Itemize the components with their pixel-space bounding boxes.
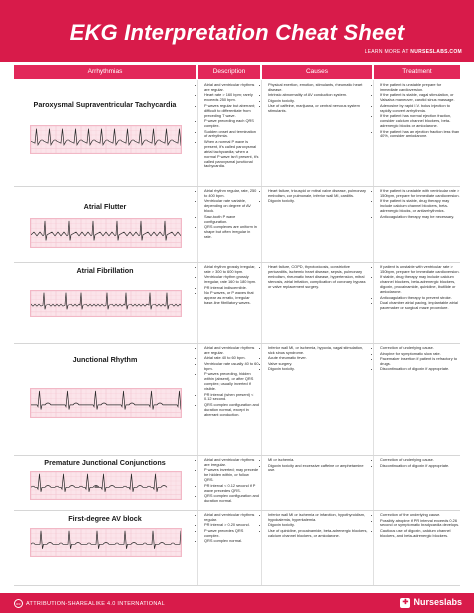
header-banner (0, 0, 474, 62)
bullet-list (375, 346, 460, 372)
bullet-item: • MI or ischemia. (268, 458, 369, 463)
bullet-list (375, 513, 460, 539)
causes-cell (263, 458, 369, 474)
description-cell (199, 513, 259, 545)
license-label: ATTRIBUTION-SHAREALIKE 4.0 INTERNATIONAL (26, 600, 165, 607)
bullet-item: • QRS complex configuration and duration normal. (204, 494, 259, 504)
bullet-item: • Digoxin toxicity. (268, 367, 369, 372)
bullet-item: • If the patient is unstable with ventricular rate > 150bpm, prepare for immediate cardioversion. (380, 189, 460, 199)
bullet-list (375, 83, 460, 139)
ekg-strip (30, 125, 182, 154)
bullet-item: • Possibly atropine if PR interval exceeds 0.26 second or symptomatic bradycardia develops. (380, 519, 460, 529)
bullet-item: • Atrial rhythm grossly irregular, rate > 300 to 600 bpm. (204, 265, 259, 275)
nurseslabs-logo-icon: ✚ (400, 598, 410, 608)
bullet-item: • P waves inverted; may precede be hidden within, or follow QRS. (204, 468, 259, 483)
bullet-item: • Adenosine by rapid I.V. bolus injection to rapidly convert arrhythmia. (380, 104, 460, 114)
bullet-item: • Anticoagulation therapy may be necessary. (380, 215, 460, 220)
bullet-list (199, 83, 259, 169)
description-cell (199, 83, 259, 170)
arrhythmia-name: First-degree AV block (68, 514, 142, 523)
column-header-description: Description (198, 65, 260, 79)
bullet-item: • PR interval > 0.20 second. (204, 523, 259, 528)
ekg-strip (30, 528, 182, 557)
bullet-item: • No P waves, or P waves that appear as erratic, irregular base-line fibrillatory waves. (204, 291, 259, 306)
bullet-item: • Heart failure, COPD, thyrotoxicosis, constrictive pericarditis, ischemic heart disease, sepsis, pulmonary embolism, rheumatic heart disease, hypertension, mitral stenosis, atrial irritation, complication of coronary bypass or valve replacement surgery. (268, 265, 369, 290)
bullet-item: • Cautious use of digoxin, calcium channel blockers, and beta-adrenergic blockers. (380, 529, 460, 539)
description-cell (199, 265, 259, 307)
bullet-list (375, 189, 460, 220)
bullet-list (375, 265, 460, 311)
causes-cell (263, 189, 369, 205)
arrhythmia-name: Atrial Flutter (83, 202, 127, 211)
table-row (14, 455, 460, 510)
bullet-item: • Atrial and ventricular rhythms are irregular. (204, 458, 259, 468)
brand-name: Nurseslabs (413, 597, 462, 607)
bullet-item: • Atropine for symptomatic slow rate. (380, 352, 460, 357)
bullet-item: • QRS complex configuration and duration normal, except in aberrant conduction. (204, 403, 259, 418)
bullet-item: • If the patient is stable, drug therapy may include calcium channel blockers, beta-adrenergic blocks, or antiarrhythmics. (380, 199, 460, 214)
bullet-item: • When a normal P wave is present, it's called paroxysmal atrial tachycardia; when a normal P wave isn't present, it's called paroxysmal junctional tachycardia. (204, 140, 259, 169)
bullet-item: • PR interval (when present) < 0.12 second. (204, 393, 259, 403)
bullet-list (199, 346, 259, 418)
bullet-item: • Use of caffeine, marijuana, or central nervous system stimulants. (268, 104, 369, 114)
bullet-item: • Sudden onset and termination of arrhythmia. (204, 130, 259, 140)
bullet-item: • Atrial and ventricular rhythms regular. (204, 513, 259, 523)
ekg-strip (30, 388, 182, 418)
page-title: EKG Interpretation Cheat Sheet (69, 20, 405, 45)
bullet-item: • Ventricular rhythm grossly irregular, rate 160 to 180 bpm. (204, 275, 259, 285)
bullet-item: • Inferior wall MI or ischemia or infarction, hypothyroidism, hypokalemia, hyperkalemia. (268, 513, 369, 523)
bullet-item: • Heart rate > 160 bpm; rarely exceeds 250 bpm. (204, 93, 259, 103)
arrhythmia-name: Junctional Rhythm (72, 355, 138, 364)
bullet-item: • QRS complex normal. (204, 539, 259, 544)
bullet-item: • Correction of the underlying cause. (380, 513, 460, 518)
footer-banner (0, 593, 474, 613)
bullet-list (263, 265, 369, 290)
treatment-cell (375, 513, 460, 539)
treatment-cell (375, 346, 460, 373)
bullet-item: • P waves preceding, hidden within (absent), or after QRS complex; usually inverted if visible. (204, 372, 259, 392)
bullet-item: • P wave preceding each QRS complex. (204, 119, 259, 129)
bullet-item: • Physical exertion, emotion, stimulants, rheumatic heart disease. (268, 83, 369, 93)
column-header-arrhythmias: Arrhythmias (14, 65, 196, 79)
bullet-item: • Heart failure, tricuspid or mitral valve disease, pulmonary embolism, cor pulmonale, inferior wall MI, carditis. (268, 189, 369, 199)
bullet-item: • Pacemaker insertion if patient is refractory to drugs. (380, 357, 460, 367)
bullet-item: • PR interval indiscernible. (204, 286, 259, 291)
table-row (14, 343, 460, 455)
bullet-item: • Discontinuation of digoxin if appropriate. (380, 464, 460, 469)
table-row (14, 510, 460, 585)
table-row (14, 80, 460, 186)
bullet-item: • Digoxin toxicity. (268, 99, 369, 104)
bullet-item: • QRS complexes are uniform in shape but often irregular in rate. (204, 225, 259, 240)
bullet-list (263, 513, 369, 539)
bullet-item: • If stable, drug therapy may include calcium channel blockers, beta-adrenergic blockers, digoxin, procainamide, quinidine, ibutilide or amiodarone. (380, 275, 460, 295)
arrhythmia-name: Paroxysmal Supraventricular Tachycardia (33, 100, 177, 109)
arrhythmia-name: Premature Junctional Conjunctions (44, 458, 166, 467)
causes-cell (263, 83, 369, 115)
bullet-item: • If the patient is unstable prepare for immediate cardioversion. (380, 83, 460, 93)
column-header-causes: Causes (262, 65, 372, 79)
learn-more-site: NURSESLABS.COM (410, 49, 462, 55)
causes-cell (263, 265, 369, 290)
bullet-list (263, 346, 369, 372)
description-cell (199, 346, 259, 418)
ekg-strip (30, 290, 182, 317)
bullet-item: • Atrial and ventricular rhythms are regular. (204, 346, 259, 356)
bullet-item: • P waves regular but aberrant; difficult to differentiate from preceding T wave. (204, 104, 259, 119)
bullet-list (199, 458, 259, 504)
bullet-list (375, 458, 460, 468)
license-text (14, 599, 165, 608)
bullet-item: • Digoxin toxicity. (268, 199, 369, 204)
causes-cell (263, 346, 369, 373)
bullet-list (263, 83, 369, 114)
bullet-item: • Atrial and ventricular rhythms are regular. (204, 83, 259, 93)
bullet-item: • Valve surgery. (268, 362, 369, 367)
bullet-item: • Ventricular rate variable, depending on degree of AV block. (204, 199, 259, 214)
brand-logo (400, 597, 462, 608)
bullet-item: • Atrial rate 40 to 60 bpm. (204, 356, 259, 361)
bullet-item: • Use of quinidine, procainamide, beta-adrenergic blockers, calcium channel blockers, or amiodarone. (268, 529, 369, 539)
bullet-item: • Correction of underlying cause. (380, 458, 460, 463)
bullet-item: • Saw-tooth P wave configuration. (204, 215, 259, 225)
bullet-list (263, 189, 369, 204)
bullet-item: • Atrial rhythm regular, rate, 250 to 400 bpm. (204, 189, 259, 199)
treatment-cell (375, 458, 460, 469)
description-cell (199, 458, 259, 505)
table-row (14, 186, 460, 262)
bullet-item: • P wave precedes QRS complex. (204, 529, 259, 539)
treatment-cell (375, 83, 460, 140)
treatment-cell (375, 265, 460, 312)
bullet-list (199, 265, 259, 306)
bullet-item: • If the patient has an ejection fraction less than 40%, consider amiodarone. (380, 130, 460, 140)
bullet-list (263, 458, 369, 473)
causes-cell (263, 513, 369, 539)
bullet-item: • Intrinsic abnormality of AV conduction system. (268, 93, 369, 98)
treatment-cell (375, 189, 460, 220)
bullet-item: • Inferior wall MI, or ischemia, hypoxia, vagal stimulation, sick sinus syndrome. (268, 346, 369, 356)
bullet-item: • Correction of underlying cause. (380, 346, 460, 351)
description-cell (199, 189, 259, 240)
table-row (14, 262, 460, 343)
bullet-list (199, 513, 259, 544)
bullet-item: • PR interval < 0.12 second if P wave precedes QRS. (204, 484, 259, 494)
learn-more-link[interactable] (365, 49, 462, 55)
bullet-item: • Anticoagulation therapy to prevent stroke. (380, 296, 460, 301)
ekg-strip (30, 471, 182, 500)
ekg-strip (30, 218, 182, 248)
bullet-item: • Discontinuation of digoxin if appropriate. (380, 367, 460, 372)
learn-more-label: LEARN MORE AT (364, 49, 409, 55)
arrhythmia-name: Atrial Fibrillation (76, 266, 134, 275)
column-header-treatment: Treatment (374, 65, 460, 79)
bullet-item: • If the patient is stable, vagal stimulation, or Valsalva maneuver, carotid sinus massage. (380, 93, 460, 103)
bullet-item: • If patient is unstable with ventricular rate > 150bpm, prepare for immediate cardioversion. (380, 265, 460, 275)
creative-commons-icon: cc (14, 599, 23, 608)
bullet-item: • Ventricular rate usually 40 to 60 bpm. (204, 362, 259, 372)
bullet-item: • Digoxin toxicity and excessive caffeine or amphetamine use. (268, 464, 369, 474)
bullet-item: • Digoxin toxicity. (268, 523, 369, 528)
bullet-item: • Dual chamber atrial pacing, implantable atrial pacemaker or surgical maze procedure. (380, 301, 460, 311)
row-divider (14, 585, 460, 586)
bullet-item: • Acute rheumatic fever. (268, 356, 369, 361)
bullet-list (199, 189, 259, 240)
bullet-item: • If the patient has normal ejection fraction, consider calcium channel blockers, beta-adrenergic blocks or amiodarone. (380, 114, 460, 129)
